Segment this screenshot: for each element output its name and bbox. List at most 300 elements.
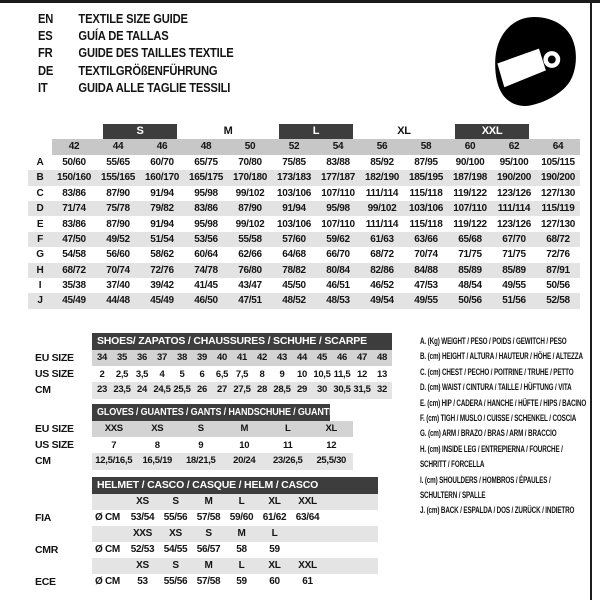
value-cell: 55/56: [163, 512, 188, 523]
value-cell: XXS: [92, 421, 136, 437]
value-cell: 20/24: [223, 453, 267, 469]
size-value-cell: 87/90: [106, 187, 130, 199]
size-value-cell: 48/53: [326, 295, 350, 307]
size-value-cell: 49/55: [502, 280, 526, 292]
helmet-title-text: HELMET / CASCO / CASQUE / HELM / CASCO: [97, 479, 319, 491]
row-letter: C: [36, 187, 44, 199]
helmet-table-title: [92, 477, 378, 494]
size-value-cell: 39/42: [150, 280, 174, 292]
value-cell: 5: [179, 368, 185, 380]
size-value-cell: 170/180: [232, 172, 268, 184]
row-label: FIA: [35, 511, 52, 524]
table-row: [30, 382, 392, 398]
value-cell: 6,5: [215, 368, 229, 380]
legend-item: [420, 503, 588, 518]
value-cell: 24,5: [152, 382, 172, 398]
textile-row-j: [28, 293, 580, 308]
shoes-section: [30, 333, 392, 399]
size-value-cell: 79/82: [150, 203, 174, 215]
value-cell: 42: [252, 350, 272, 366]
legend-line: F. (cm) TIGH / MUSLO / CUISSE / SCHENKEL / COSCIA: [420, 412, 577, 423]
legend-item: [420, 473, 588, 504]
size-column-header: 60: [448, 139, 492, 154]
value-cell: XL: [258, 494, 291, 510]
size-group-xl: XL: [397, 125, 411, 138]
value-cell: 60: [269, 576, 280, 587]
size-value-cell: 37/40: [106, 280, 130, 292]
size-group-xxl: XXL: [455, 124, 529, 139]
value-cell: 52/53: [130, 544, 155, 555]
value-cell: 2: [99, 368, 105, 380]
language-code: ES: [38, 28, 53, 44]
language-code: IT: [38, 79, 48, 95]
size-value-cell: 182/190: [364, 172, 400, 184]
value-cell: 39: [192, 350, 212, 366]
size-value-cell: 45/49: [62, 295, 86, 307]
size-value-cell: 173/183: [276, 172, 312, 184]
size-value-cell: 47/53: [414, 280, 438, 292]
value-cell: 27,5: [232, 382, 252, 398]
size-value-cell: 85/89: [458, 264, 482, 276]
row-letter: E: [36, 218, 44, 230]
size-value-cell: 49/54: [370, 295, 394, 307]
value-cell: 10: [297, 368, 307, 380]
size-value-cell: 87/95: [414, 156, 438, 168]
row-label: EU SIZE: [35, 351, 74, 364]
value-cell: 7,5: [235, 368, 249, 380]
size-value-cell: 60/70: [150, 156, 174, 168]
value-cell: 4: [159, 368, 165, 380]
value-cell: 30: [312, 382, 332, 398]
size-value-cell: 83/88: [326, 156, 350, 168]
size-value-cell: 85/89: [502, 264, 526, 276]
value-cell: 56/57: [196, 544, 221, 555]
size-value-cell: 127/130: [540, 218, 576, 230]
diameter-unit: [92, 526, 126, 542]
size-value-cell: 111/114: [365, 187, 399, 199]
helmet-row: [30, 542, 378, 558]
shoes-table-title: [92, 333, 392, 350]
value-cell: [291, 526, 324, 542]
size-value-cell: 72/76: [150, 264, 174, 276]
size-value-cell: 64/68: [282, 249, 306, 261]
value-cell: 9: [279, 368, 285, 380]
row-letter: G: [36, 249, 44, 261]
value-cell: XL: [258, 558, 291, 574]
size-group-l: L: [279, 124, 353, 139]
size-value-cell: 107/110: [321, 218, 355, 230]
language-code: EN: [38, 11, 54, 27]
size-value-cell: 99/102: [235, 218, 265, 230]
size-column-header: 42: [52, 139, 96, 154]
value-cell: XXL: [291, 558, 324, 574]
size-value-cell: 45/49: [150, 295, 174, 307]
gloves-title-text: GLOVES / GUANTES / GANTS / HANDSCHUHE / GUANTI: [97, 406, 332, 418]
value-cell: 25,5: [172, 382, 192, 398]
helmet-row: [30, 558, 378, 574]
value-cell: 59/60: [229, 512, 254, 523]
language-title-row: [38, 27, 234, 44]
value-cell: 13: [377, 368, 387, 380]
value-cell: S: [159, 494, 192, 510]
size-value-cell: 187/198: [452, 172, 488, 184]
size-column-header: 50: [228, 139, 272, 154]
right-border-line: [590, 0, 592, 600]
spacer: [324, 494, 378, 510]
size-value-cell: 51/56: [502, 295, 526, 307]
size-value-cell: 68/72: [370, 249, 394, 261]
size-value-cell: 65/68: [458, 233, 482, 245]
size-value-cell: 65/75: [194, 156, 218, 168]
value-cell: L: [225, 558, 258, 574]
size-value-cell: 70/74: [414, 249, 438, 261]
value-cell: 35: [112, 350, 132, 366]
legend-line: SCHRITT / FORCELLA: [420, 459, 485, 470]
value-cell: 2,5: [115, 368, 129, 380]
legend-item: [420, 349, 588, 364]
row-letter: H: [36, 264, 44, 276]
value-cell: 27: [212, 382, 232, 398]
value-cell: 7: [111, 439, 117, 451]
spacer: [324, 558, 378, 574]
size-value-cell: 99/102: [235, 187, 265, 199]
size-value-cell: 127/130: [540, 187, 576, 199]
legend-line: SCHULTERN / SPALLE: [420, 489, 486, 500]
value-cell: M: [223, 421, 267, 437]
value-cell: 24: [132, 382, 152, 398]
gloves-table: [30, 421, 353, 470]
value-cell: 9: [198, 439, 204, 451]
value-cell: S: [159, 558, 192, 574]
value-cell: 63/64: [295, 512, 320, 523]
size-value-cell: 119/122: [453, 187, 487, 199]
textile-size-bar-row: [28, 124, 580, 139]
value-cell: XS: [126, 558, 159, 574]
legend-line: J. (cm) BACK / ESPALDA / DOS / ZURÜCK / INDIETRO: [420, 505, 575, 516]
value-cell: 8: [154, 439, 160, 451]
language-title-row: [38, 62, 234, 79]
size-column-header: 52: [272, 139, 316, 154]
value-cell: 41: [232, 350, 252, 366]
size-value-cell: 91/94: [150, 187, 174, 199]
value-cell: 34: [92, 350, 112, 366]
value-cell: M: [192, 558, 225, 574]
value-cell: 46: [332, 350, 352, 366]
size-value-cell: 49/55: [414, 295, 438, 307]
guide-title: GUIDA ALLE TAGLIE TESSILI: [78, 79, 231, 95]
size-column-header: 48: [184, 139, 228, 154]
size-value-cell: 87/90: [106, 218, 130, 230]
size-value-cell: 123/126: [496, 218, 532, 230]
value-cell: XS: [159, 526, 192, 542]
racing-helmet-icon: [489, 14, 579, 108]
language-code: DE: [38, 62, 54, 78]
textile-size-table: [28, 124, 580, 309]
value-cell: 40: [212, 350, 232, 366]
size-column-header: 58: [404, 139, 448, 154]
size-column-header: 54: [316, 139, 360, 154]
legend-item: [420, 411, 588, 426]
value-cell: 58: [236, 544, 247, 555]
shoes-title-text: SHOES/ ZAPATOS / CHAUSSURES / SCHUHE / SCARPE: [97, 335, 367, 347]
size-value-cell: 67/70: [502, 233, 526, 245]
legend-line: I. (cm) SHOULDERS / HOMBROS / ÉPAULES /: [420, 474, 551, 485]
language-title-row: [38, 79, 234, 96]
value-cell: 48: [372, 350, 392, 366]
helmet-row: [30, 526, 378, 542]
size-value-cell: 99/102: [367, 203, 397, 215]
size-value-cell: 115/118: [409, 218, 443, 230]
size-column-header: 64: [536, 139, 580, 154]
size-value-cell: 57/60: [282, 233, 306, 245]
size-value-cell: 103/106: [408, 203, 444, 215]
textile-row-b: [28, 170, 580, 185]
size-value-cell: 50/56: [546, 280, 570, 292]
value-cell: 55/56: [163, 576, 188, 587]
row-label: CM: [35, 455, 51, 468]
value-cell: XL: [310, 421, 354, 437]
language-title-row: [38, 44, 234, 61]
size-value-cell: 107/110: [453, 203, 487, 215]
value-cell: 26: [192, 382, 212, 398]
size-value-cell: 52/58: [546, 295, 570, 307]
row-label: [30, 558, 92, 574]
size-value-cell: 91/94: [150, 218, 174, 230]
value-cell: 25,5/30: [310, 453, 354, 469]
row-letter: D: [36, 203, 44, 215]
textile-row-g: [28, 247, 580, 262]
size-value-cell: 48/54: [458, 280, 482, 292]
size-value-cell: 80/84: [326, 264, 350, 276]
value-cell: S: [192, 526, 225, 542]
value-cell: L: [258, 526, 291, 542]
size-value-cell: 76/80: [238, 264, 262, 276]
row-label: CM: [35, 384, 51, 397]
size-value-cell: 58/62: [150, 249, 174, 261]
value-cell: 12: [326, 439, 337, 451]
row-letter: J: [37, 295, 43, 307]
size-value-cell: 107/110: [321, 187, 355, 199]
value-cell: 28: [252, 382, 272, 398]
size-value-cell: 47/51: [238, 295, 262, 307]
size-value-cell: 74/78: [194, 264, 218, 276]
top-border-line: [0, 0, 600, 3]
value-cell: 8: [259, 368, 265, 380]
value-cell: 31,5: [352, 382, 372, 398]
size-value-cell: 111/114: [497, 203, 531, 215]
size-value-cell: 47/50: [62, 233, 86, 245]
value-cell: 3,5: [135, 368, 149, 380]
size-column-header: 56: [360, 139, 404, 154]
size-group-s: S: [103, 124, 177, 139]
size-value-cell: 165/175: [188, 172, 224, 184]
size-value-cell: 72/76: [546, 249, 570, 261]
guide-title: TEXTILE SIZE GUIDE: [78, 11, 188, 27]
value-cell: 12,5/16,5: [92, 453, 136, 469]
value-cell: 23,5: [112, 382, 132, 398]
value-cell: 37: [152, 350, 172, 366]
size-value-cell: 43/47: [238, 280, 262, 292]
size-value-cell: 90/100: [455, 156, 485, 168]
value-cell: 10,5: [313, 368, 331, 380]
value-cell: 10: [239, 439, 250, 451]
value-cell: L: [225, 494, 258, 510]
spacer: [324, 526, 378, 542]
size-value-cell: 87/90: [238, 203, 262, 215]
size-value-cell: 50/60: [62, 156, 86, 168]
value-cell: 57/58: [196, 576, 221, 587]
textile-row-e: [28, 216, 580, 231]
value-cell: 57/58: [196, 512, 221, 523]
value-cell: 36: [132, 350, 152, 366]
value-cell: XXS: [126, 526, 159, 542]
value-cell: 45: [312, 350, 332, 366]
table-row: [30, 437, 353, 453]
textile-row-d: [28, 201, 580, 216]
table-row: [30, 366, 392, 382]
size-value-cell: 83/86: [62, 187, 86, 199]
value-cell: 54/55: [163, 544, 188, 555]
value-cell: 11: [283, 439, 293, 451]
size-value-cell: 46/51: [326, 280, 350, 292]
size-value-cell: 66/70: [326, 249, 350, 261]
size-value-cell: 35/38: [62, 280, 86, 292]
table-row: [30, 453, 353, 469]
size-value-cell: 95/98: [194, 218, 218, 230]
helmet-row: [30, 574, 378, 590]
size-value-cell: 54/58: [62, 249, 86, 261]
size-value-cell: 115/119: [541, 203, 575, 215]
value-cell: 59: [269, 544, 280, 555]
legend-item: [420, 380, 588, 395]
textile-columns-row: [28, 139, 580, 154]
size-value-cell: 62/66: [238, 249, 262, 261]
size-value-cell: 95/100: [499, 156, 529, 168]
helmet-row: [30, 494, 378, 510]
value-cell: 12: [357, 368, 367, 380]
value-cell: 61: [302, 576, 313, 587]
value-cell: 59: [236, 576, 247, 587]
value-cell: 61/62: [262, 512, 287, 523]
textile-row-f: [28, 232, 580, 247]
size-value-cell: 105/115: [541, 156, 575, 168]
size-value-cell: 190/200: [496, 172, 532, 184]
language-code: FR: [38, 45, 53, 61]
row-letter: B: [36, 172, 44, 184]
size-value-cell: 68/72: [62, 264, 86, 276]
size-value-cell: 71/75: [502, 249, 526, 261]
size-value-cell: 115/118: [409, 187, 443, 199]
row-label: US SIZE: [35, 368, 74, 381]
table-row: [30, 421, 353, 437]
row-letter: F: [37, 233, 43, 245]
helmet-row: [30, 510, 378, 526]
guide-title: GUÍA DE TALLAS: [78, 28, 169, 44]
size-column-header: 46: [140, 139, 184, 154]
value-cell: M: [192, 494, 225, 510]
size-value-cell: 87/91: [546, 264, 570, 276]
textile-row-c: [28, 186, 580, 201]
language-title-row: [38, 10, 234, 27]
size-value-cell: 75/78: [106, 203, 130, 215]
legend-item: [420, 365, 588, 380]
size-value-cell: 45/50: [282, 280, 306, 292]
diameter-unit: [92, 494, 126, 510]
size-value-cell: 84/88: [414, 264, 438, 276]
legend-line: H. (cm) INSIDE LEG / ENTREPIERNA / FOURCHE /: [420, 443, 563, 454]
legend-line: E. (cm) HIP / CADERA / HANCHE / HÜFTE / HIPS / BACINO: [420, 397, 587, 408]
row-letter: I: [38, 280, 42, 292]
size-group-m: M: [223, 125, 233, 138]
size-value-cell: 150/160: [56, 172, 92, 184]
size-column-header: 44: [96, 139, 140, 154]
guide-title: GUIDE DES TAILLES TEXTILE: [78, 45, 234, 61]
size-value-cell: 95/98: [326, 203, 350, 215]
size-value-cell: 46/50: [194, 295, 218, 307]
size-value-cell: 46/52: [370, 280, 394, 292]
value-cell: 23: [92, 382, 112, 398]
value-cell: 29: [292, 382, 312, 398]
table-row: [30, 350, 392, 366]
size-value-cell: 71/74: [62, 203, 86, 215]
value-cell: L: [266, 421, 310, 437]
size-value-cell: 103/106: [276, 218, 312, 230]
row-label: ECE: [35, 575, 56, 588]
value-cell: XS: [136, 421, 180, 437]
legend-item: [420, 334, 588, 349]
gloves-section: [30, 404, 353, 470]
value-cell: 47: [352, 350, 372, 366]
size-value-cell: 55/65: [106, 156, 130, 168]
size-value-cell: 103/106: [276, 187, 312, 199]
size-value-cell: 119/122: [453, 218, 487, 230]
size-value-cell: 48/52: [282, 295, 306, 307]
helmet-section: [30, 477, 378, 590]
size-value-cell: 85/92: [370, 156, 394, 168]
size-value-cell: 63/66: [414, 233, 438, 245]
size-value-cell: 44/48: [106, 295, 130, 307]
diameter-unit: Ø CM: [95, 576, 120, 587]
size-value-cell: 91/94: [282, 203, 306, 215]
value-cell: 28,5: [272, 382, 292, 398]
legend-line: C. (cm) CHEST / PECHO / POITRINE / TRUHE / PETTO: [420, 366, 574, 377]
size-value-cell: 185/195: [408, 172, 444, 184]
legend-item: [420, 426, 588, 441]
shoes-table: [30, 350, 392, 399]
value-cell: 23/26,5: [266, 453, 310, 469]
value-cell: 18/21,5: [179, 453, 223, 469]
size-value-cell: 68/72: [546, 233, 570, 245]
size-value-cell: 160/170: [144, 172, 180, 184]
diameter-unit: Ø CM: [95, 512, 120, 523]
size-value-cell: 53/56: [194, 233, 218, 245]
value-cell: 53: [137, 576, 148, 587]
legend-line: D. (cm) WAIST / CINTURA / TAILLE / HÜFTUNG / VITA: [420, 382, 572, 393]
size-value-cell: 56/60: [106, 249, 130, 261]
size-value-cell: 78/82: [282, 264, 306, 276]
row-label: [30, 526, 92, 542]
size-value-cell: 70/74: [106, 264, 130, 276]
size-value-cell: 59/62: [326, 233, 350, 245]
size-value-cell: 111/114: [365, 218, 399, 230]
size-value-cell: 95/98: [194, 187, 218, 199]
size-value-cell: 155/165: [100, 172, 136, 184]
textile-row-i: [28, 278, 580, 293]
size-value-cell: 123/126: [496, 187, 532, 199]
value-cell: 38: [172, 350, 192, 366]
size-value-cell: 61/63: [370, 233, 394, 245]
size-value-cell: 190/200: [540, 172, 576, 184]
